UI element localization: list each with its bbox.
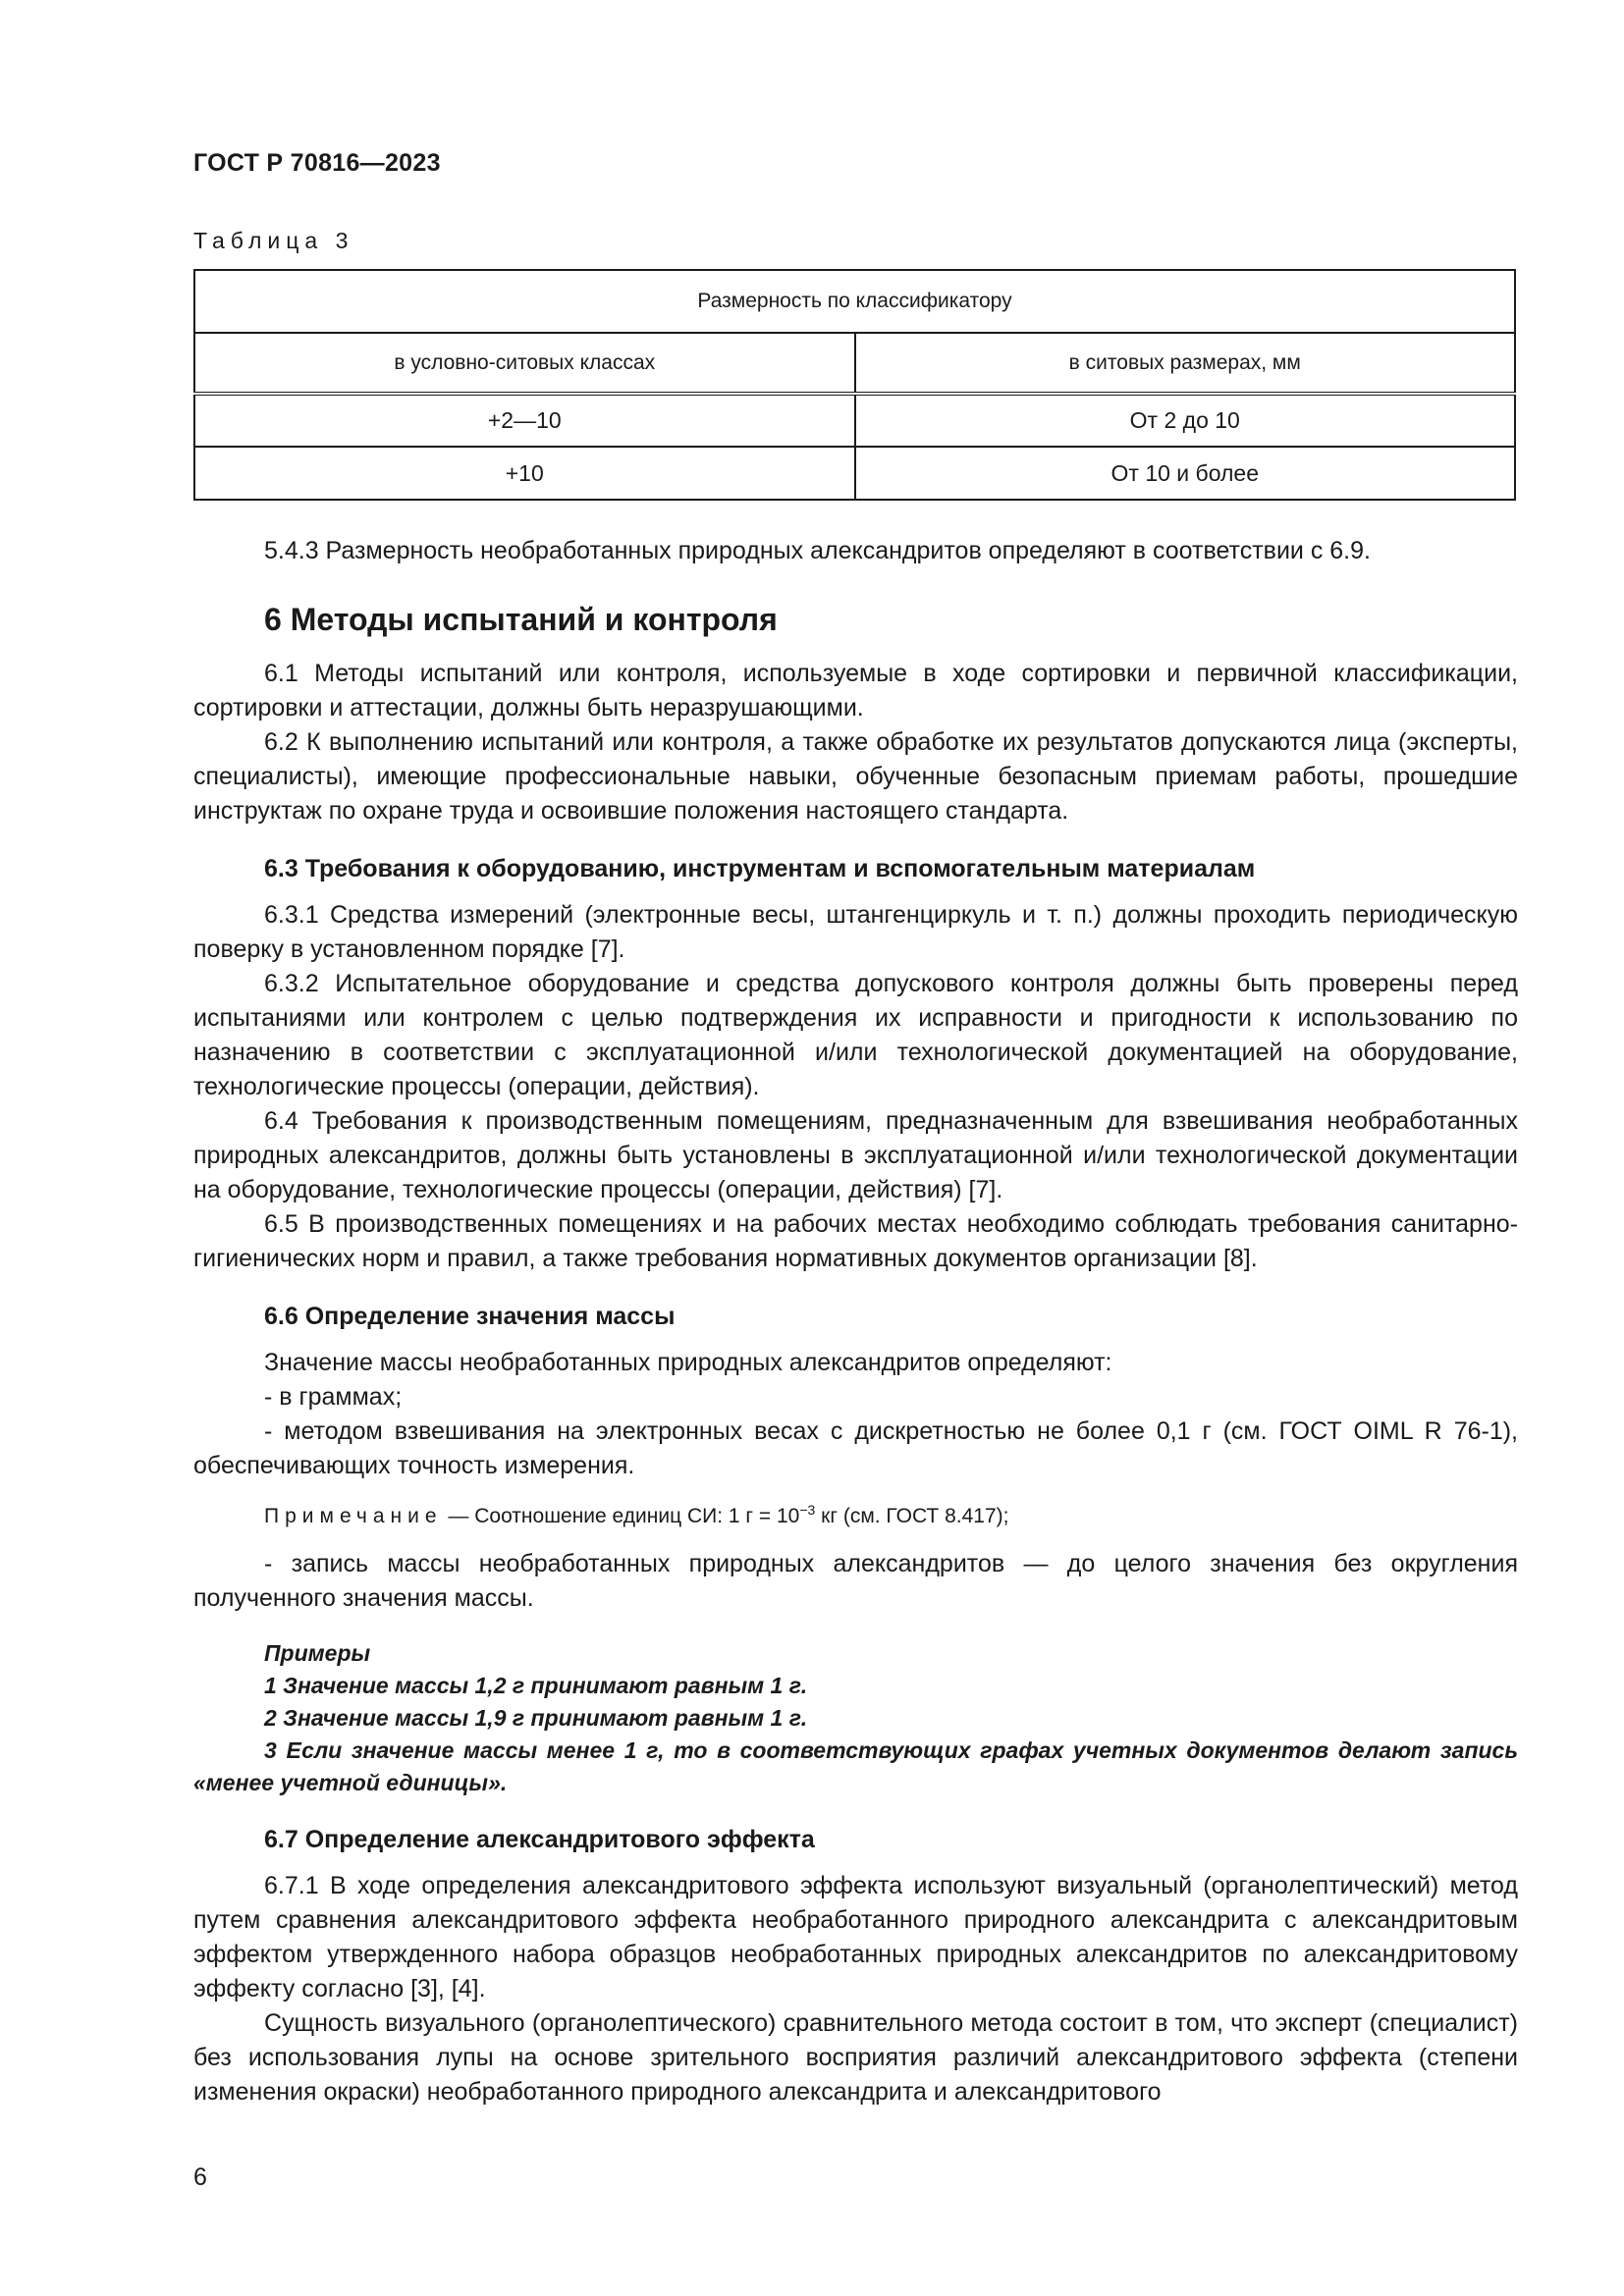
paragraph-6-3-1: 6.3.1 Средства измерений (электронные весы, штангенциркуль и т. п.) должны проходить периодическую поверку в установленном порядке [7]. <box>193 901 1518 963</box>
table-row <box>194 394 1515 447</box>
table-3 <box>193 269 1516 501</box>
table-row <box>194 447 1515 500</box>
list-item: - в граммах; <box>264 1383 403 1411</box>
paragraph-5-4-3: 5.4.3 Размерность необработанных природных александритов определяют в соответствии с 6.9. <box>264 537 1371 564</box>
document-body <box>193 534 1518 2109</box>
examples-title: Примеры <box>264 1640 371 1666</box>
example-item: 3 Если значение массы менее 1 г, то в соответствующих графах учетных документов делают запись «менее учетной единицы». <box>193 1737 1518 1795</box>
section-6-6-heading: 6.6 Определение значения массы <box>264 1303 676 1330</box>
note <box>264 1493 1518 1533</box>
note-text-end: кг (см. ГОСТ 8.417); <box>815 1505 1009 1527</box>
table-cell: +2—10 <box>194 394 855 447</box>
note-label: Примечание <box>264 1505 443 1527</box>
paragraph-6-6-intro: Значение массы необработанных природных александритов определяют: <box>264 1349 1112 1376</box>
paragraph-6-3-2: 6.3.2 Испытательное оборудование и средства допускового контроля должны быть проверены перед испытаниями или контролем с целью подтверждения их исправности и пригодности к использованию по назначению в соответствии с эксплуатационной и/или технологической документацией на оборудование, технологические процессы (операции, действия). <box>193 970 1518 1100</box>
table-cell: От 2 до 10 <box>855 394 1516 447</box>
table-cell: +10 <box>194 447 855 500</box>
table-caption: Таблица 3 <box>193 228 354 253</box>
list-item: - запись массы необработанных природных александритов — до целого значения без округления полученного значения массы. <box>193 1550 1518 1612</box>
document-code-header: ГОСТ Р 70816—2023 <box>193 149 441 177</box>
section-6-heading: 6 Методы испытаний и контроля <box>264 602 778 637</box>
table-header-main: Размерность по классификатору <box>194 270 1515 333</box>
note-exponent: −3 <box>799 1502 816 1518</box>
example-item: 2 Значение массы 1,9 г принимают равным 1 г. <box>264 1705 808 1731</box>
paragraph-6-4: 6.4 Требования к производственным помещениям, предназначенным для взвешивания необработанных природных александритов, должны быть установлены в эксплуатационной и/или технологической документации на оборудование, технологические процессы (операции, действия) [7]. <box>193 1107 1518 1203</box>
paragraph-6-2: 6.2 К выполнению испытаний или контроля, а также обработке их результатов допускаются лица (эксперты, специалисты), имеющие профессиональные навыки, обученные безопасным приемам работы, прошедшие инструктаж по охране труда и освоившие положения настоящего стандарта. <box>193 728 1518 825</box>
examples-block <box>193 1637 1518 1799</box>
paragraph-6-7-1: 6.7.1 В ходе определения александритового эффекта используют визуальный (органолептический) метод путем сравнения александритового эффекта необработанного природного александрита с александритовым эффектом утвержденного набора образцов необработанных природных александритов по александритовому эффекту согласно [3], [4]. <box>193 1872 1518 2002</box>
table-header-col1: в условно-ситовых классах <box>194 333 855 394</box>
example-item: 1 Значение массы 1,2 г принимают равным 1 г. <box>264 1673 808 1698</box>
paragraph-6-5: 6.5 В производственных помещениях и на рабочих местах необходимо соблюдать требования санитарно-гигиенических норм и правил, а также требования нормативных документов организации [8]. <box>193 1210 1518 1272</box>
paragraph-6-7-1-continued: Сущность визуального (органолептического) сравнительного метода состоит в том, что эксперт (специалист) без использования лупы на основе зрительного восприятия различий александритового эффекта (степени изменения окраски) необработанного природного александрита и александритового <box>193 2009 1518 2106</box>
section-6-7-heading: 6.7 Определение александритового эффекта <box>264 1826 815 1853</box>
list-item: - методом взвешивания на электронных весах с дискретностью не более 0,1 г (см. ГОСТ OIML R 76-1), обеспечивающих точность измерения. <box>193 1417 1518 1479</box>
table-cell: От 10 и более <box>855 447 1516 500</box>
note-text: — Соотношение единиц СИ: 1 г = 10 <box>442 1505 800 1527</box>
page-number: 6 <box>193 2163 207 2191</box>
paragraph-6-1: 6.1 Методы испытаний или контроля, используемые в ходе сортировки и первичной классификации, сортировки и аттестации, должны быть неразрушающими. <box>193 660 1518 721</box>
table-header-col2: в ситовых размерах, мм <box>855 333 1516 394</box>
section-6-3-heading: 6.3 Требования к оборудованию, инструментам и вспомогательным материалам <box>264 855 1256 882</box>
